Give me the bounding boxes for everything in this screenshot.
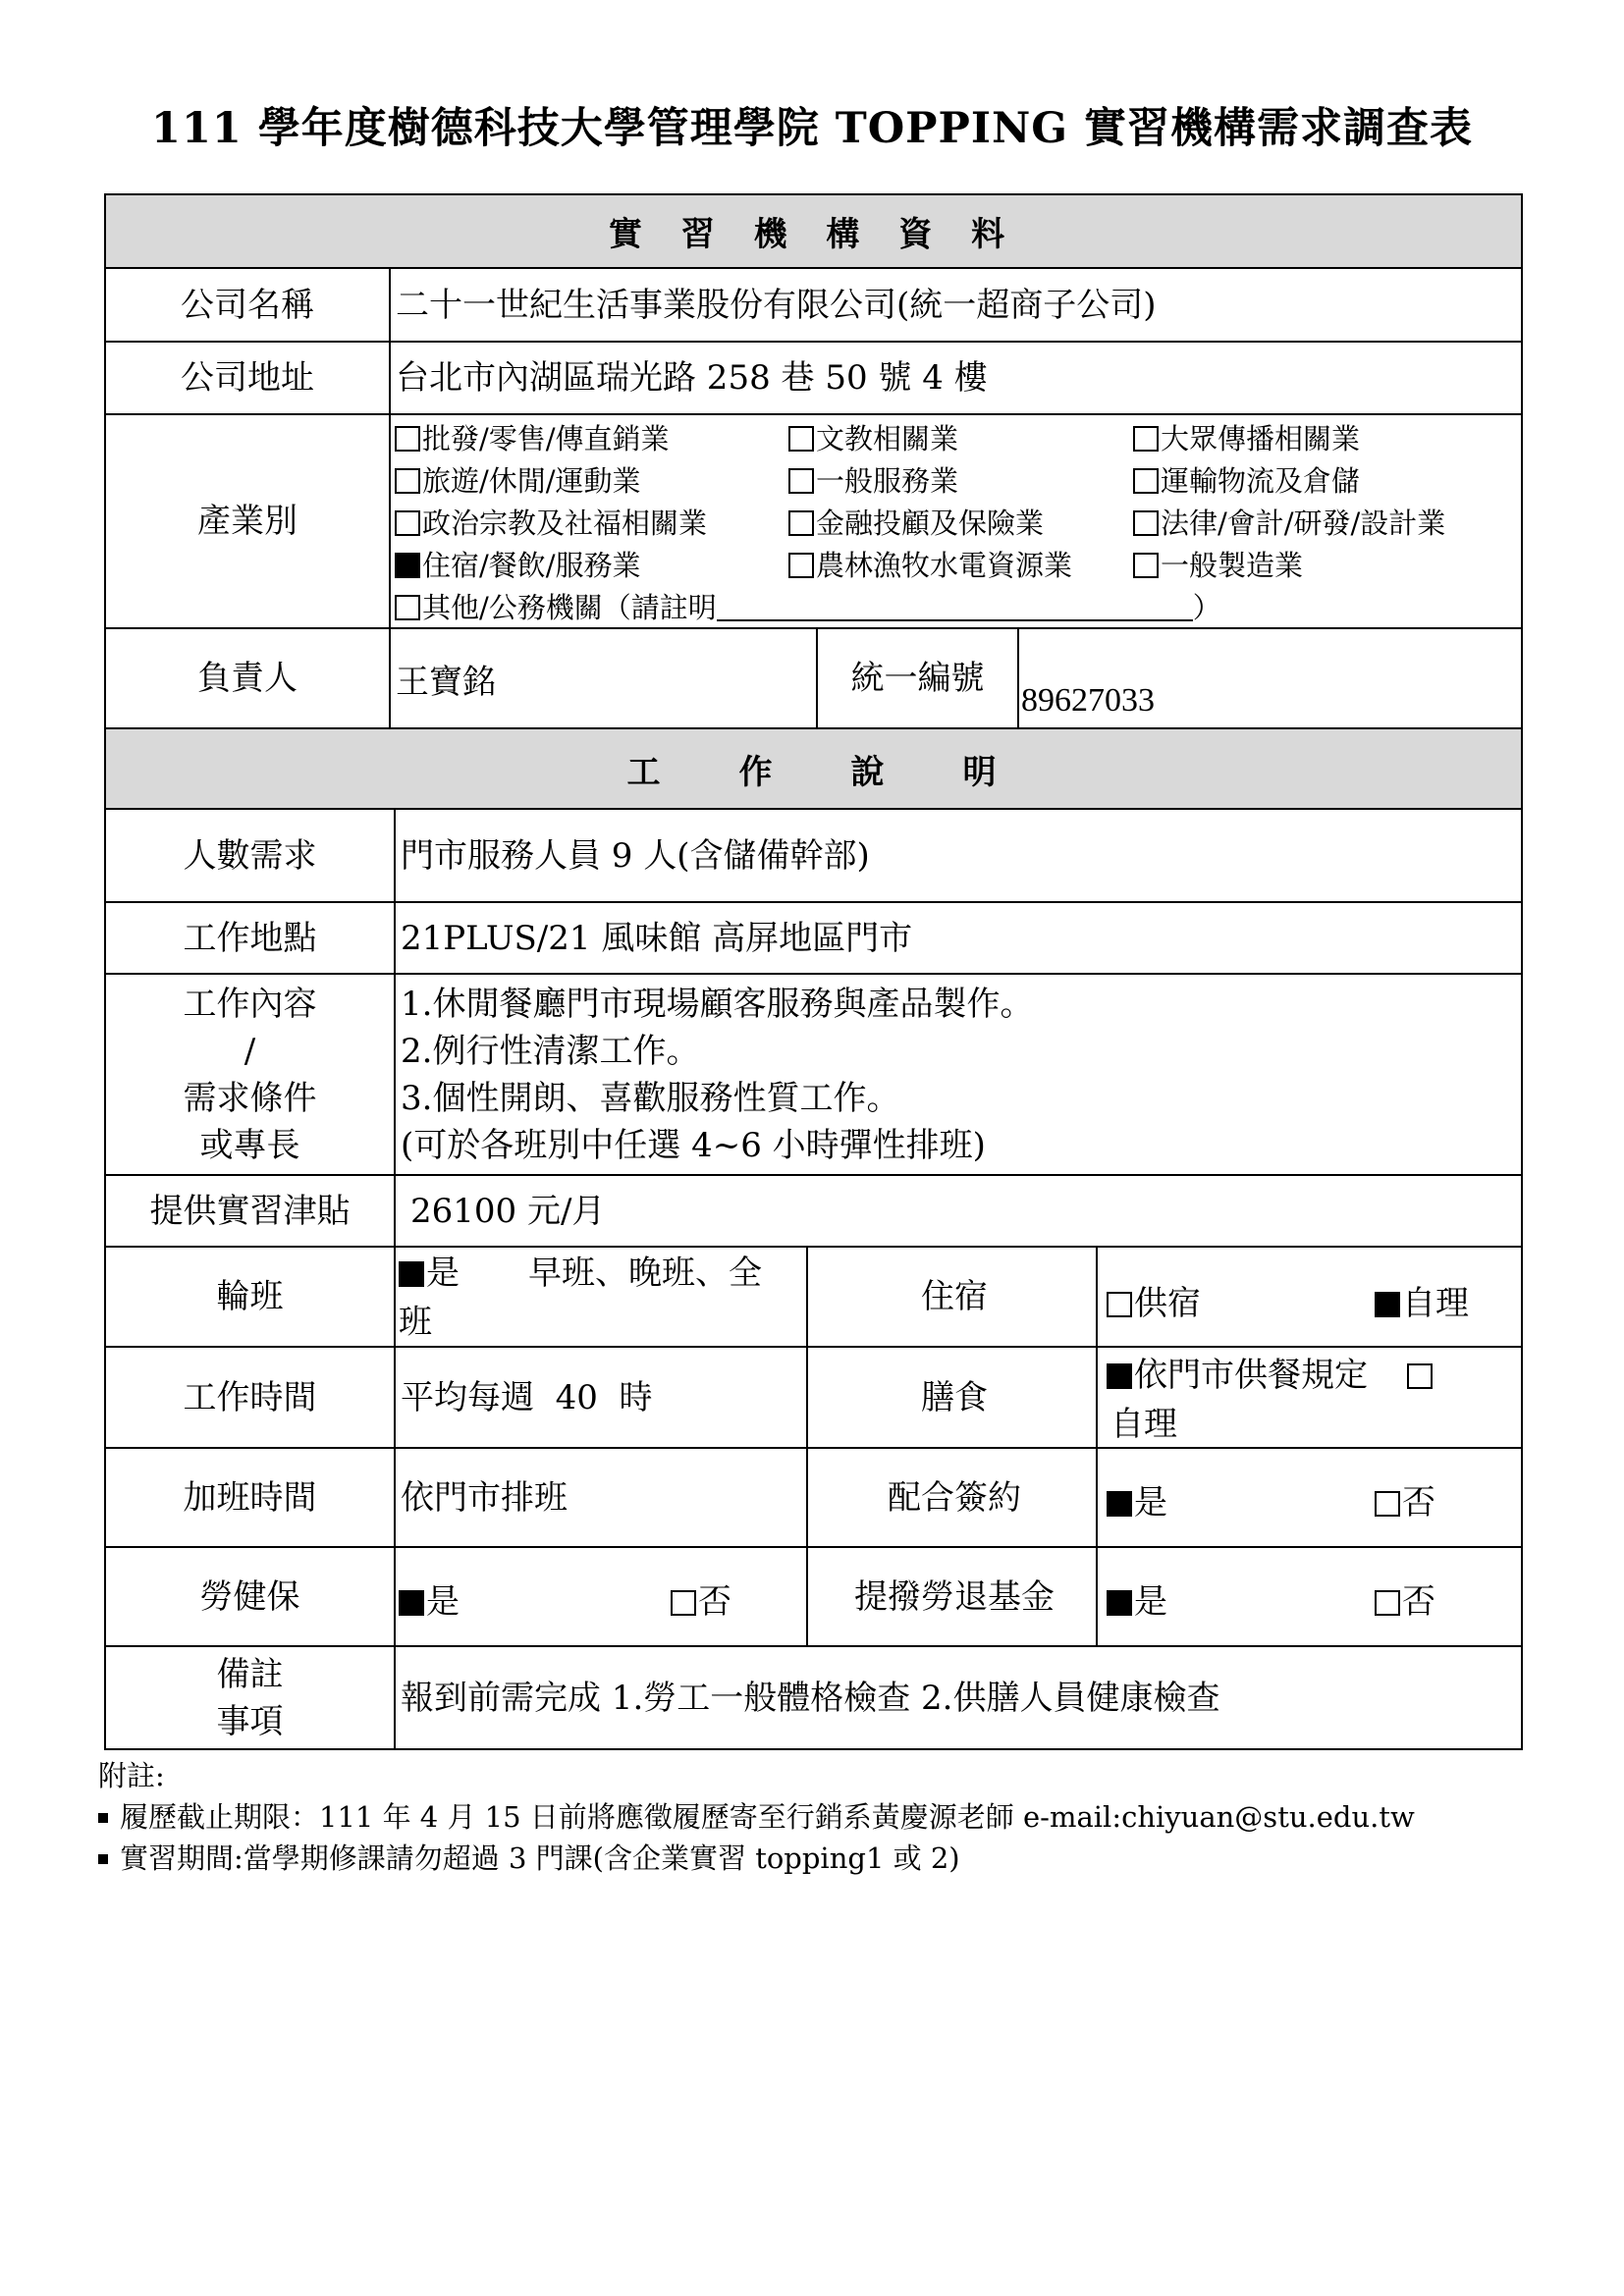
company-name-label: 公司名稱 bbox=[181, 285, 314, 325]
pension-label: 提撥勞退基金 bbox=[854, 1576, 1055, 1617]
headcount-value: 門市服務人員 9 人(含儲備幹部) bbox=[401, 835, 870, 876]
contract-no-option[interactable]: 否 bbox=[1375, 1475, 1435, 1523]
page-title: 111 學年度樹德科技大學管理學院 TOPPING 實習機構需求調查表 bbox=[151, 104, 1473, 153]
checkbox-icon[interactable] bbox=[1133, 468, 1159, 494]
pension-yes-option[interactable]: 是 bbox=[1107, 1575, 1167, 1623]
company-name-value: 二十一世紀生活事業股份有限公司(統一超商子公司) bbox=[396, 285, 1157, 325]
checkbox-icon[interactable] bbox=[1133, 510, 1159, 536]
checkbox-checked-icon[interactable] bbox=[1107, 1363, 1132, 1389]
industry-option[interactable]: 旅遊/休閒/運動業 bbox=[395, 459, 641, 503]
lodging-self-option[interactable]: 自理 bbox=[1375, 1276, 1469, 1324]
owner-label: 負責人 bbox=[197, 659, 298, 698]
checkbox-icon[interactable] bbox=[1133, 553, 1159, 578]
industry-options bbox=[390, 414, 1522, 628]
checkbox-icon[interactable] bbox=[395, 595, 420, 620]
checkbox-icon[interactable] bbox=[788, 468, 814, 494]
checkbox-icon[interactable] bbox=[788, 553, 814, 578]
checkbox-icon[interactable] bbox=[395, 426, 420, 452]
insurance-yes-option[interactable]: 是 bbox=[399, 1575, 460, 1623]
industry-option[interactable]: 政治宗教及社福相關業 bbox=[395, 502, 707, 545]
checkbox-icon[interactable] bbox=[671, 1590, 696, 1616]
industry-option[interactable]: 批發/零售/傳直銷業 bbox=[395, 417, 670, 460]
checkbox-icon[interactable] bbox=[1133, 426, 1159, 452]
allowance-label: 提供實習津貼 bbox=[149, 1191, 351, 1231]
owner-value: 王寶銘 bbox=[396, 663, 496, 702]
remark-label: 備註 事項 bbox=[216, 1654, 284, 1741]
shift-label: 輪班 bbox=[216, 1277, 284, 1316]
industry-option-selected[interactable]: 住宿/餐飲/服務業 bbox=[395, 544, 641, 587]
industry-option[interactable]: 一般製造業 bbox=[1133, 544, 1303, 587]
section-header-company: 實 習 機 構 資 料 bbox=[105, 194, 1522, 268]
overtime-value: 依門市排班 bbox=[401, 1477, 568, 1518]
remark-value: 報到前需完成 1.勞工一般體格檢查 2.供膳人員健康檢查 bbox=[401, 1678, 1220, 1718]
checkbox-checked-icon[interactable] bbox=[1375, 1292, 1400, 1317]
industry-option[interactable]: 運輸物流及倉儲 bbox=[1133, 459, 1360, 503]
allowance-value: 26100 元/月 bbox=[410, 1191, 606, 1231]
checkbox-icon[interactable] bbox=[788, 510, 814, 536]
bullet-icon bbox=[98, 1854, 108, 1864]
tax-id-label: 統一編號 bbox=[850, 659, 985, 698]
checkbox-icon[interactable] bbox=[395, 468, 420, 494]
checkbox-checked-icon[interactable] bbox=[1107, 1491, 1132, 1517]
contract-label: 配合簽約 bbox=[888, 1477, 1021, 1518]
checkbox-checked-icon[interactable] bbox=[1107, 1590, 1132, 1616]
industry-option[interactable]: 農林漁牧水電資源業 bbox=[788, 544, 1072, 587]
checkbox-icon[interactable] bbox=[788, 426, 814, 452]
checkbox-icon[interactable] bbox=[1107, 1292, 1132, 1317]
tax-id-value: 89627033 bbox=[1021, 682, 1155, 719]
checkbox-icon[interactable] bbox=[395, 510, 420, 536]
note-item: 履歷截止期限：111 年 4 月 15 日前將應徵履歷寄至行銷系黃慶源老師 e-mail:chiyuan@stu.edu.tw bbox=[98, 1796, 1415, 1838]
checkbox-checked-icon[interactable] bbox=[399, 1590, 424, 1616]
company-address-label: 公司地址 bbox=[181, 358, 314, 398]
checkbox-checked-icon[interactable] bbox=[399, 1261, 424, 1287]
note-item: 實習期間:當學期修課請勿超過 3 門課(含企業實習 topping1 或 2) bbox=[98, 1838, 960, 1879]
industry-option[interactable]: 一般服務業 bbox=[788, 459, 958, 503]
content-label: 工作內容 / 需求條件 或專長 bbox=[183, 984, 317, 1165]
checkbox-icon[interactable] bbox=[1407, 1363, 1433, 1389]
insurance-no-option[interactable]: 否 bbox=[671, 1575, 731, 1623]
lodging-provided-option[interactable]: 供宿 bbox=[1107, 1276, 1201, 1324]
shift-value: 是 早班、晚班、全 班 bbox=[399, 1254, 762, 1342]
industry-option[interactable]: 文教相關業 bbox=[788, 417, 958, 460]
notes-heading: 附註: bbox=[98, 1759, 165, 1792]
checkbox-icon[interactable] bbox=[1375, 1590, 1400, 1616]
company-address-value: 台北市內湖區瑞光路 258 巷 50 號 4 樓 bbox=[396, 358, 988, 398]
meal-options: 依門市供餐規定 自理 bbox=[1107, 1351, 1435, 1449]
checkbox-checked-icon[interactable] bbox=[395, 553, 420, 578]
industry-option-other[interactable]: 其他/公務機關（請註明 ） bbox=[395, 586, 1221, 629]
section-header-job: 工 作 說 明 bbox=[105, 728, 1522, 809]
overtime-label: 加班時間 bbox=[183, 1477, 317, 1518]
checkbox-icon[interactable] bbox=[1375, 1491, 1400, 1517]
bullet-icon bbox=[98, 1813, 108, 1823]
location-label: 工作地點 bbox=[183, 918, 317, 958]
headcount-label: 人數需求 bbox=[183, 835, 317, 876]
location-value: 21PLUS/21 風味館 高屏地區門市 bbox=[401, 918, 913, 958]
contract-yes-option[interactable]: 是 bbox=[1107, 1475, 1167, 1523]
pension-no-option[interactable]: 否 bbox=[1375, 1575, 1435, 1623]
content-value: 1.休閒餐廳門市現場顧客服務與產品製作。 2.例行性清潔工作。 3.個性開朗、喜歡服務性質工作。 (可於各班別中任選 4~6 小時彈性排班) bbox=[401, 984, 1034, 1165]
hours-label: 工作時間 bbox=[183, 1377, 317, 1417]
industry-label: 產業別 bbox=[197, 502, 298, 541]
insurance-label: 勞健保 bbox=[199, 1576, 300, 1617]
meal-label: 膳食 bbox=[921, 1377, 988, 1417]
industry-option[interactable]: 金融投顧及保險業 bbox=[788, 502, 1044, 545]
other-fill-blank[interactable] bbox=[717, 592, 1193, 621]
industry-option[interactable]: 大眾傳播相關業 bbox=[1133, 417, 1360, 460]
industry-option[interactable]: 法律/會計/研發/設計業 bbox=[1133, 502, 1445, 545]
lodging-label: 住宿 bbox=[921, 1277, 988, 1316]
hours-value: 平均每週 40 時 bbox=[401, 1377, 653, 1417]
